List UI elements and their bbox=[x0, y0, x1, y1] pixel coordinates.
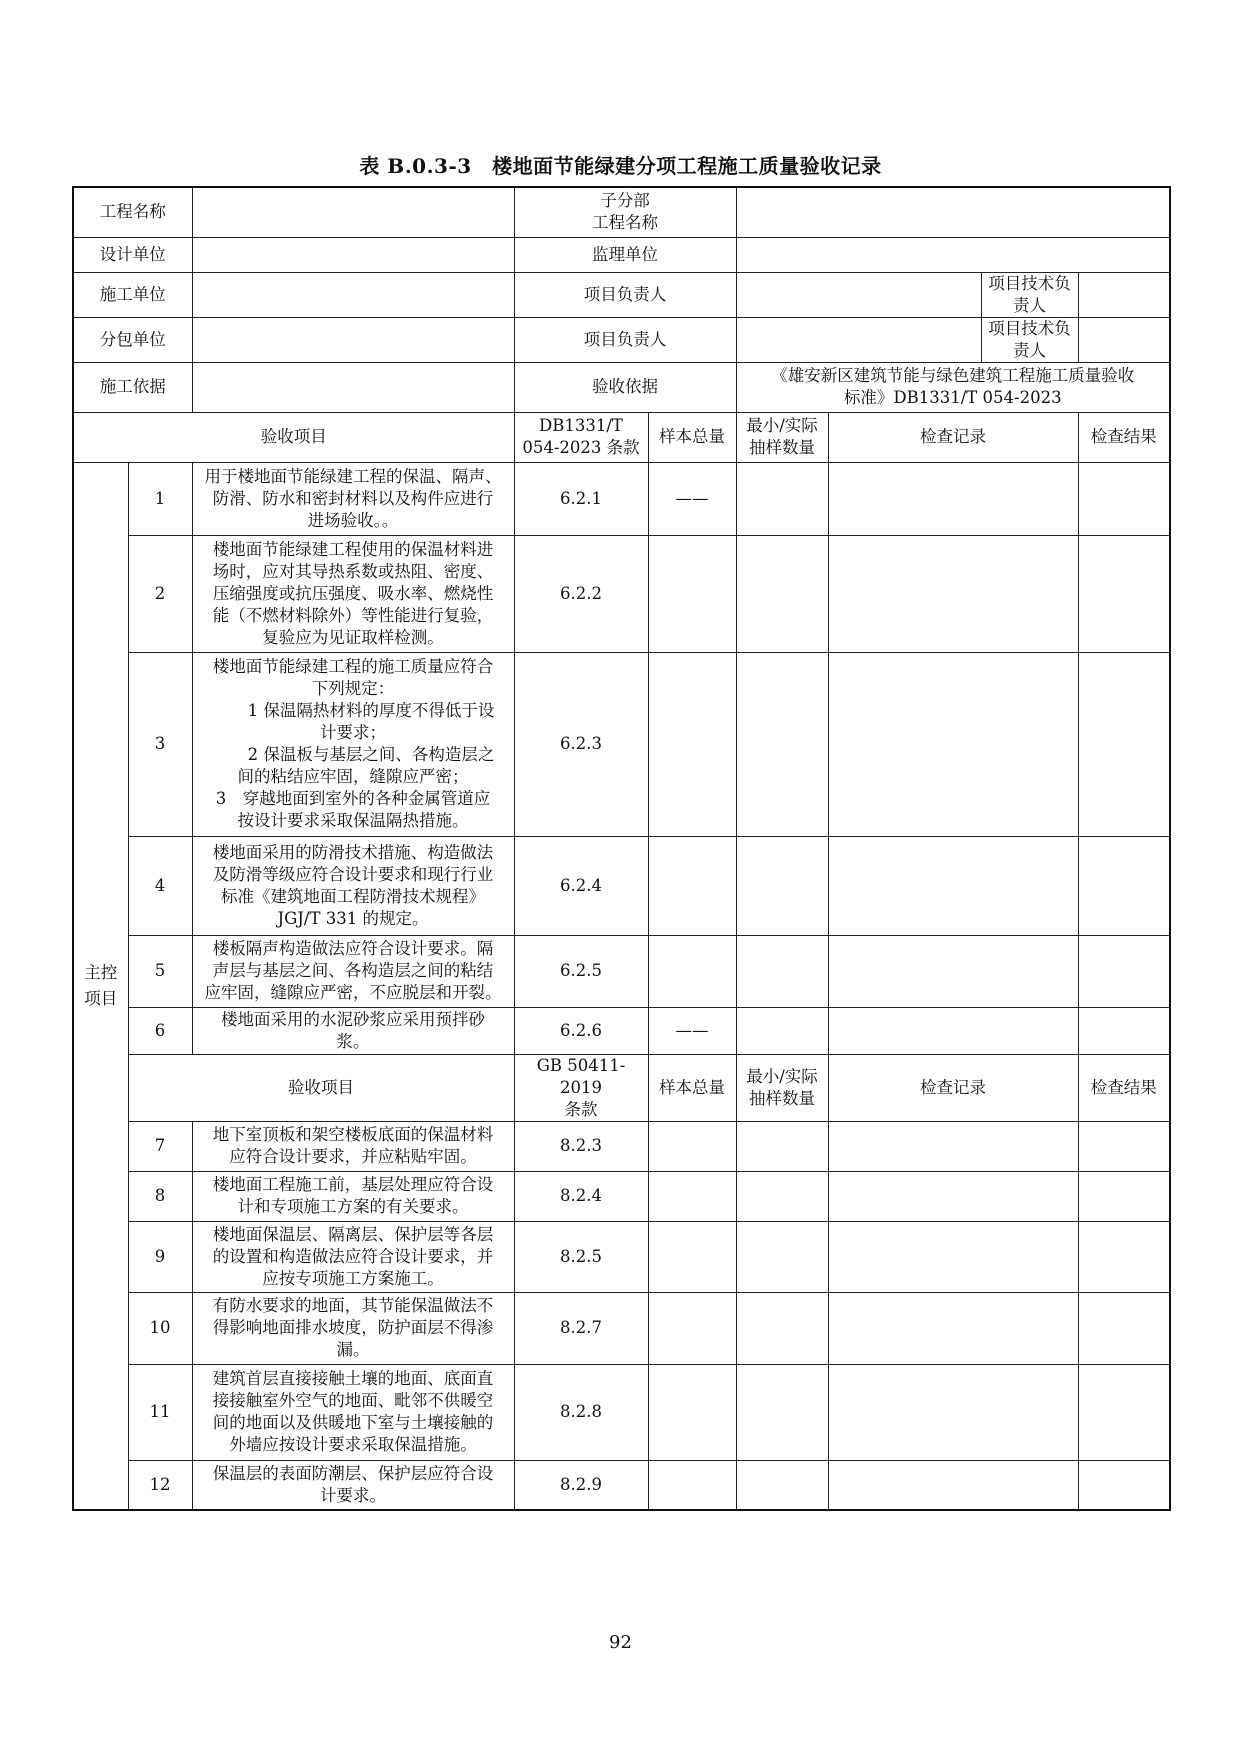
sub-project-label-line1: 子分部 bbox=[600, 191, 650, 211]
col-clause-2-line1: GB 50411-2019 bbox=[536, 1055, 626, 1097]
item-sample-total[interactable] bbox=[648, 1292, 736, 1364]
item-description bbox=[192, 1007, 514, 1054]
item-check-result[interactable] bbox=[1078, 1121, 1170, 1171]
design-unit-label: 设计单位 bbox=[73, 237, 192, 272]
technical-leader-label: 项目技术负责人 bbox=[981, 272, 1078, 317]
table-row bbox=[73, 935, 1170, 1007]
item-clause: 6.2.1 bbox=[514, 462, 648, 535]
item-clause: 6.2.3 bbox=[514, 652, 648, 836]
item-check-record[interactable] bbox=[828, 1460, 1078, 1510]
item-number: 5 bbox=[128, 935, 192, 1007]
col-clause-line1: DB1331/T bbox=[539, 416, 623, 435]
item-description-line: 间的粘结应牢固，缝隙应严密； bbox=[237, 767, 469, 786]
table-row bbox=[73, 1292, 1170, 1364]
item-description-line: 用于楼地面节能绿建工程的保温、隔声、 bbox=[204, 466, 502, 486]
item-number: 11 bbox=[128, 1364, 192, 1460]
design-unit-value[interactable] bbox=[192, 237, 514, 272]
item-description-line: 应牢固，缝隙应严密，不应脱层和开裂。 bbox=[204, 983, 502, 1002]
item-description-line: 楼板隔声构造做法应符合设计要求。隔 bbox=[212, 939, 494, 958]
item-description bbox=[192, 535, 514, 652]
item-description bbox=[192, 935, 514, 1007]
col-record-header: 检查记录 bbox=[828, 412, 1078, 462]
table-row bbox=[73, 1121, 1170, 1171]
item-sample-total[interactable] bbox=[648, 1171, 736, 1221]
construction-basis-value[interactable] bbox=[192, 362, 514, 412]
item-number: 7 bbox=[128, 1121, 192, 1171]
acceptance-basis-line2: 标准》DB1331/T 054-2023 bbox=[843, 388, 1062, 407]
item-clause: 6.2.4 bbox=[514, 836, 648, 935]
item-description-line: 地下室顶板和架空楼板底面的保温材料 bbox=[212, 1125, 494, 1144]
sub-project-value[interactable] bbox=[736, 187, 1170, 237]
sub-project-label-line2: 工程名称 bbox=[592, 213, 658, 233]
item-description-line: 1 保温隔热材料的厚度不得低于设 bbox=[247, 701, 495, 720]
item-min-sample[interactable] bbox=[736, 935, 828, 1007]
item-clause: 8.2.9 bbox=[514, 1460, 648, 1510]
item-check-record[interactable] bbox=[828, 935, 1078, 1007]
item-sample-total[interactable] bbox=[648, 1364, 736, 1460]
item-check-result[interactable] bbox=[1078, 1292, 1170, 1364]
item-description-line: 楼地面工程施工前，基层处理应符合设 bbox=[212, 1175, 494, 1194]
column-header-row-2 bbox=[73, 1054, 1170, 1121]
row-basis bbox=[73, 362, 1170, 412]
item-min-sample[interactable] bbox=[736, 1121, 828, 1171]
col-item-header: 验收项目 bbox=[73, 412, 514, 462]
item-min-sample[interactable] bbox=[736, 1364, 828, 1460]
row-design-unit bbox=[73, 237, 1170, 272]
sub-project-leader-label: 项目负责人 bbox=[514, 317, 736, 362]
item-number: 8 bbox=[128, 1171, 192, 1221]
col-min-sample-2-line1: 最小/实际 bbox=[746, 1066, 818, 1086]
item-min-sample[interactable] bbox=[736, 1221, 828, 1292]
col-result-header: 检查结果 bbox=[1078, 412, 1170, 462]
item-description-line: 压缩强度或抗压强度、吸水率、燃烧性 bbox=[212, 583, 494, 603]
item-check-record[interactable] bbox=[828, 1221, 1078, 1292]
item-description-line: 楼地面节能绿建工程使用的保温材料进 bbox=[212, 539, 494, 559]
item-clause: 8.2.7 bbox=[514, 1292, 648, 1364]
table-row bbox=[73, 1221, 1170, 1292]
item-description bbox=[192, 1292, 514, 1364]
item-check-result[interactable] bbox=[1078, 535, 1170, 652]
item-description-line: 计和专项施工方案的有关要求。 bbox=[237, 1197, 469, 1216]
category-line1: 主控 bbox=[84, 962, 118, 982]
sub-technical-leader-value[interactable] bbox=[1078, 317, 1170, 362]
item-check-result[interactable] bbox=[1078, 652, 1170, 836]
col-clause-2-line2: 条款 bbox=[564, 1099, 598, 1119]
page-number: 92 bbox=[609, 1632, 632, 1653]
item-sample-total[interactable] bbox=[648, 652, 736, 836]
item-check-result[interactable] bbox=[1078, 1364, 1170, 1460]
table-row bbox=[73, 836, 1170, 935]
item-description-line: 楼地面采用的防滑技术措施、构造做法 bbox=[212, 842, 494, 862]
item-check-result[interactable] bbox=[1078, 1007, 1170, 1054]
col-clause-header-2 bbox=[514, 1054, 648, 1121]
col-min-sample-2-line2: 抽样数量 bbox=[749, 1088, 815, 1108]
item-description bbox=[192, 1171, 514, 1221]
item-description-line: 接接触室外空气的地面、毗邻不供暖空 bbox=[212, 1391, 494, 1410]
item-clause: 8.2.8 bbox=[514, 1364, 648, 1460]
table-row bbox=[73, 1171, 1170, 1221]
item-number: 2 bbox=[128, 535, 192, 652]
item-description bbox=[192, 1121, 514, 1171]
item-check-record[interactable] bbox=[828, 1364, 1078, 1460]
subcontract-unit-label: 分包单位 bbox=[73, 317, 192, 362]
item-check-record[interactable] bbox=[828, 652, 1078, 836]
item-check-result[interactable] bbox=[1078, 935, 1170, 1007]
col-min-sample-line1: 最小/实际 bbox=[746, 416, 818, 435]
table-row bbox=[73, 652, 1170, 836]
item-description-line: 计要求。 bbox=[320, 1485, 386, 1505]
item-description-line: 及防滑等级应符合设计要求和现行行业 bbox=[212, 864, 494, 884]
item-check-record[interactable] bbox=[828, 535, 1078, 652]
project-name-value[interactable] bbox=[192, 187, 514, 237]
item-description bbox=[192, 1364, 514, 1460]
item-description-line: 应按专项施工方案施工。 bbox=[262, 1268, 444, 1288]
page-title: 表 B.0.3-3 楼地面节能绿建分项工程施工质量验收记录 bbox=[359, 154, 882, 178]
col-clause-header bbox=[514, 412, 648, 462]
row-subcontract-unit bbox=[73, 317, 1170, 362]
item-check-record[interactable] bbox=[828, 462, 1078, 535]
item-check-record[interactable] bbox=[828, 1171, 1078, 1221]
item-min-sample[interactable] bbox=[736, 836, 828, 935]
table-row bbox=[73, 1364, 1170, 1460]
item-description-line: 声层与基层之间、各构造层之间的粘结 bbox=[212, 961, 494, 980]
item-clause: 6.2.2 bbox=[514, 535, 648, 652]
item-description bbox=[192, 462, 514, 535]
col-record-header-2: 检查记录 bbox=[828, 1054, 1078, 1121]
item-description-line: 下列规定： bbox=[311, 679, 395, 698]
table-row bbox=[73, 462, 1170, 535]
item-description-line: 得影响地面排水坡度，防护面层不得渗 bbox=[212, 1318, 494, 1337]
col-sample-total-header-2: 样本总量 bbox=[648, 1054, 736, 1121]
table-row bbox=[73, 1007, 1170, 1054]
item-check-result[interactable] bbox=[1078, 1460, 1170, 1510]
item-description bbox=[192, 1460, 514, 1510]
item-min-sample[interactable] bbox=[736, 1292, 828, 1364]
item-description-line: 2 保温板与基层之间、各构造层之 bbox=[247, 745, 495, 764]
item-description-line: 应符合设计要求，并应粘贴牢固。 bbox=[229, 1147, 477, 1166]
sub-project-label bbox=[514, 187, 736, 237]
item-min-sample[interactable] bbox=[736, 535, 828, 652]
item-sample-total[interactable] bbox=[648, 836, 736, 935]
supervision-unit-label: 监理单位 bbox=[514, 237, 736, 272]
col-item-header-2: 验收项目 bbox=[128, 1054, 514, 1121]
technical-leader-value[interactable] bbox=[1078, 272, 1170, 317]
item-clause: 8.2.5 bbox=[514, 1221, 648, 1292]
acceptance-record-table bbox=[72, 186, 1171, 1511]
row-project-name bbox=[73, 187, 1170, 237]
item-clause: 8.2.4 bbox=[514, 1171, 648, 1221]
category-line2: 项目 bbox=[84, 988, 118, 1008]
item-min-sample[interactable] bbox=[736, 1460, 828, 1510]
item-number: 1 bbox=[128, 462, 192, 535]
col-result-header-2: 检查结果 bbox=[1078, 1054, 1170, 1121]
item-check-result[interactable] bbox=[1078, 836, 1170, 935]
item-description-line: 复验应为见证取样检测。 bbox=[262, 627, 444, 647]
item-description bbox=[192, 652, 514, 836]
item-sample-total[interactable] bbox=[648, 535, 736, 652]
item-description-line: 按设计要求采取保温隔热措施。 bbox=[237, 811, 469, 830]
construction-unit-value[interactable] bbox=[192, 272, 514, 317]
item-description-line: 有防水要求的地面，其节能保温做法不 bbox=[212, 1296, 494, 1315]
item-description-line: 保温层的表面防潮层、保护层应符合设 bbox=[212, 1463, 494, 1483]
construction-basis-label: 施工依据 bbox=[73, 362, 192, 412]
col-min-sample-line2: 抽样数量 bbox=[749, 438, 815, 457]
acceptance-basis-value bbox=[736, 362, 1170, 412]
item-check-record[interactable] bbox=[828, 1007, 1078, 1054]
sub-technical-leader-label: 项目技术负责人 bbox=[981, 317, 1078, 362]
item-sample-total[interactable]: —— bbox=[648, 462, 736, 535]
item-number: 9 bbox=[128, 1221, 192, 1292]
item-description-line: 3 穿越地面到室外的各种金属管道应 bbox=[215, 789, 491, 808]
subcontract-unit-value[interactable] bbox=[192, 317, 514, 362]
item-check-record[interactable] bbox=[828, 1292, 1078, 1364]
table-row bbox=[73, 1460, 1170, 1510]
item-number: 6 bbox=[128, 1007, 192, 1054]
item-min-sample[interactable] bbox=[736, 652, 828, 836]
item-description-line: 场时，应对其导热系数或热阻、密度、 bbox=[212, 561, 494, 581]
item-description-line: 楼地面节能绿建工程的施工质量应符合 bbox=[212, 657, 494, 676]
row-construction-unit bbox=[73, 272, 1170, 317]
col-min-sample-header-2 bbox=[736, 1054, 828, 1121]
item-description-line: 防滑、防水和密封材料以及构件应进行 bbox=[212, 488, 494, 508]
item-number: 12 bbox=[128, 1460, 192, 1510]
item-check-result[interactable] bbox=[1078, 1221, 1170, 1292]
item-number: 10 bbox=[128, 1292, 192, 1364]
item-description bbox=[192, 836, 514, 935]
item-description-line: JGJ/T 331 的规定。 bbox=[277, 908, 429, 928]
col-clause-line2: 054-2023 条款 bbox=[522, 438, 640, 457]
construction-unit-label: 施工单位 bbox=[73, 272, 192, 317]
item-clause: 8.2.3 bbox=[514, 1121, 648, 1171]
project-name-label: 工程名称 bbox=[73, 187, 192, 237]
item-sample-total[interactable] bbox=[648, 935, 736, 1007]
item-description-line: 楼地面保温层、隔离层、保护层等各层 bbox=[212, 1224, 494, 1244]
item-check-result[interactable] bbox=[1078, 1171, 1170, 1221]
item-description-line: 的设置和构造做法应符合设计要求，并 bbox=[212, 1246, 494, 1266]
col-sample-total-header: 样本总量 bbox=[648, 412, 736, 462]
item-check-result[interactable] bbox=[1078, 462, 1170, 535]
item-number: 4 bbox=[128, 836, 192, 935]
item-description-line: 建筑首层直接接触土壤的地面、底面直 bbox=[212, 1369, 494, 1388]
item-description-line: 漏。 bbox=[336, 1340, 370, 1359]
acceptance-basis-line1: 《雄安新区建筑节能与绿色建筑工程施工质量验收 bbox=[771, 366, 1135, 385]
sub-project-leader-value[interactable] bbox=[736, 317, 981, 362]
col-min-sample-header bbox=[736, 412, 828, 462]
item-description bbox=[192, 1221, 514, 1292]
item-clause: 6.2.6 bbox=[514, 1007, 648, 1054]
project-leader-value[interactable] bbox=[736, 272, 981, 317]
item-sample-total[interactable] bbox=[648, 1460, 736, 1510]
item-number: 3 bbox=[128, 652, 192, 836]
item-sample-total[interactable]: —— bbox=[648, 1007, 736, 1054]
item-description-line: 进场验收。。 bbox=[307, 510, 399, 530]
item-description-line: 能（不燃材料除外）等性能进行复验， bbox=[212, 605, 494, 625]
item-sample-total[interactable] bbox=[648, 1221, 736, 1292]
column-header-row bbox=[73, 412, 1170, 462]
acceptance-basis-label: 验收依据 bbox=[514, 362, 736, 412]
item-description-line: 间的地面以及供暖地下室与土壤接触的 bbox=[212, 1413, 494, 1432]
item-sample-total[interactable] bbox=[648, 1121, 736, 1171]
supervision-unit-value[interactable] bbox=[736, 237, 1170, 272]
item-description-line: 浆。 bbox=[336, 1031, 370, 1051]
item-check-record[interactable] bbox=[828, 836, 1078, 935]
item-clause: 6.2.5 bbox=[514, 935, 648, 1007]
project-leader-label: 项目负责人 bbox=[514, 272, 736, 317]
item-description-line: 标准《建筑地面工程防滑技术规程》 bbox=[221, 886, 485, 906]
item-check-record[interactable] bbox=[828, 1121, 1078, 1171]
item-description-line: 计要求； bbox=[320, 723, 386, 742]
table-row bbox=[73, 535, 1170, 652]
item-min-sample[interactable] bbox=[736, 1007, 828, 1054]
item-description-line: 楼地面采用的水泥砂浆应采用预拌砂 bbox=[221, 1009, 485, 1029]
category-cell bbox=[73, 462, 128, 1510]
item-min-sample[interactable] bbox=[736, 462, 828, 535]
item-min-sample[interactable] bbox=[736, 1171, 828, 1221]
item-description-line: 外墙应按设计要求采取保温措施。 bbox=[229, 1435, 477, 1454]
